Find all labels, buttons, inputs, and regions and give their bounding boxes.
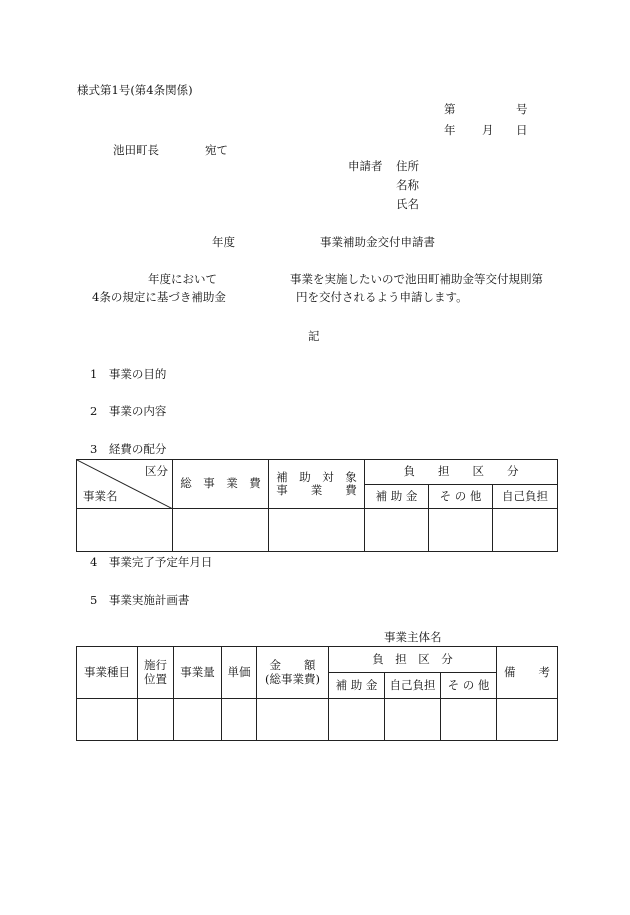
table-row [77,699,558,741]
cell-soujigyohi[interactable] [173,509,269,552]
kingaku-header [257,647,329,699]
jiko-header: 自己負担 [493,485,558,509]
futan-kubun-header-2: 負 担 区 分 [329,647,497,673]
diagonal-header-cell [77,460,173,509]
cell-shurui[interactable] [77,699,138,741]
doc-no-dai: 第 [444,102,456,116]
item-1: 1 事業の目的 [90,367,167,381]
tanka-header: 単価 [222,647,257,699]
futan-kubun-header: 負 担 区 分 [365,460,558,485]
doc-no-go: 号 [516,102,528,116]
hojo-taisho-header [269,460,365,509]
body-line2-b: 円を交付されるよう申請します。 [296,290,468,304]
sonota-header-2: そ の 他 [441,673,497,699]
addressee-suffix: 宛て [205,143,228,157]
cell-ichi[interactable] [138,699,174,741]
item-2: 2 事業の内容 [90,404,167,418]
cell-hojo-taisho[interactable] [269,509,365,552]
item-3: 3 経費の配分 [90,442,167,456]
applicant-person-name: 氏名 [396,197,419,211]
ryo-header: 事業量 [174,647,222,699]
cell-jiko-2[interactable] [385,699,441,741]
item-5: 5 事業実施計画書 [90,593,190,607]
biko-header: 備 考 [497,647,558,699]
jigyo-shutai-label: 事業主体名 [384,630,442,644]
cell-sonota-2[interactable] [441,699,497,741]
title-year-suffix: 年度 [212,235,235,249]
date-month: 月 [482,123,494,137]
ichi-header [138,647,174,699]
expense-table [76,459,558,552]
cell-kingaku[interactable] [257,699,329,741]
applicant-org-name: 名称 [396,178,419,192]
body-line1-a: 年度において [148,272,217,286]
applicant-address: 住所 [396,159,419,173]
cell-hojokin-2[interactable] [329,699,385,741]
body-line2-a: 4条の規定に基づき補助金 [92,290,226,304]
kubun-label: 区分 [145,464,168,478]
applicant-label: 申請者 [348,159,383,173]
ichi-line1: 施行 [144,658,167,673]
hojo-line2: 事 業 費 [276,483,357,497]
kingaku-line1: 金 額 [269,658,316,673]
hojokin-header: 補 助 金 [365,485,429,509]
soujigyohi-header: 総 事 業 費 [173,460,269,509]
cell-jiko[interactable] [493,509,558,552]
sonota-header: そ の 他 [429,485,493,509]
kingaku-line2: (総事業費) [265,671,320,686]
cell-sonota[interactable] [429,509,493,552]
item-4: 4 事業完了予定年月日 [90,555,213,569]
cell-tanka[interactable] [222,699,257,741]
table-row [77,509,558,552]
document-title: 事業補助金交付申請書 [320,235,435,249]
date-day: 日 [516,123,528,137]
plan-table [76,646,558,741]
cell-jigyomei[interactable] [77,509,173,552]
hojokin-header-2: 補 助 金 [329,673,385,699]
ki-heading: 記 [308,329,320,343]
shurui-header: 事業種目 [77,647,138,699]
cell-biko[interactable] [497,699,558,741]
date-year: 年 [444,123,456,137]
cell-hojokin[interactable] [365,509,429,552]
addressee-name: 池田町長 [113,143,159,157]
cell-ryo[interactable] [174,699,222,741]
hojo-line1: 補 助 対 象 [276,469,357,484]
body-line1-b: 事業を実施したいので池田町補助金等交付規則第 [290,272,543,286]
ichi-line2: 位置 [144,671,167,686]
form-label: 様式第1号(第4条関係) [77,83,193,97]
jiko-header-2: 自己負担 [385,673,441,699]
jigyomei-label: 事業名 [83,488,118,503]
